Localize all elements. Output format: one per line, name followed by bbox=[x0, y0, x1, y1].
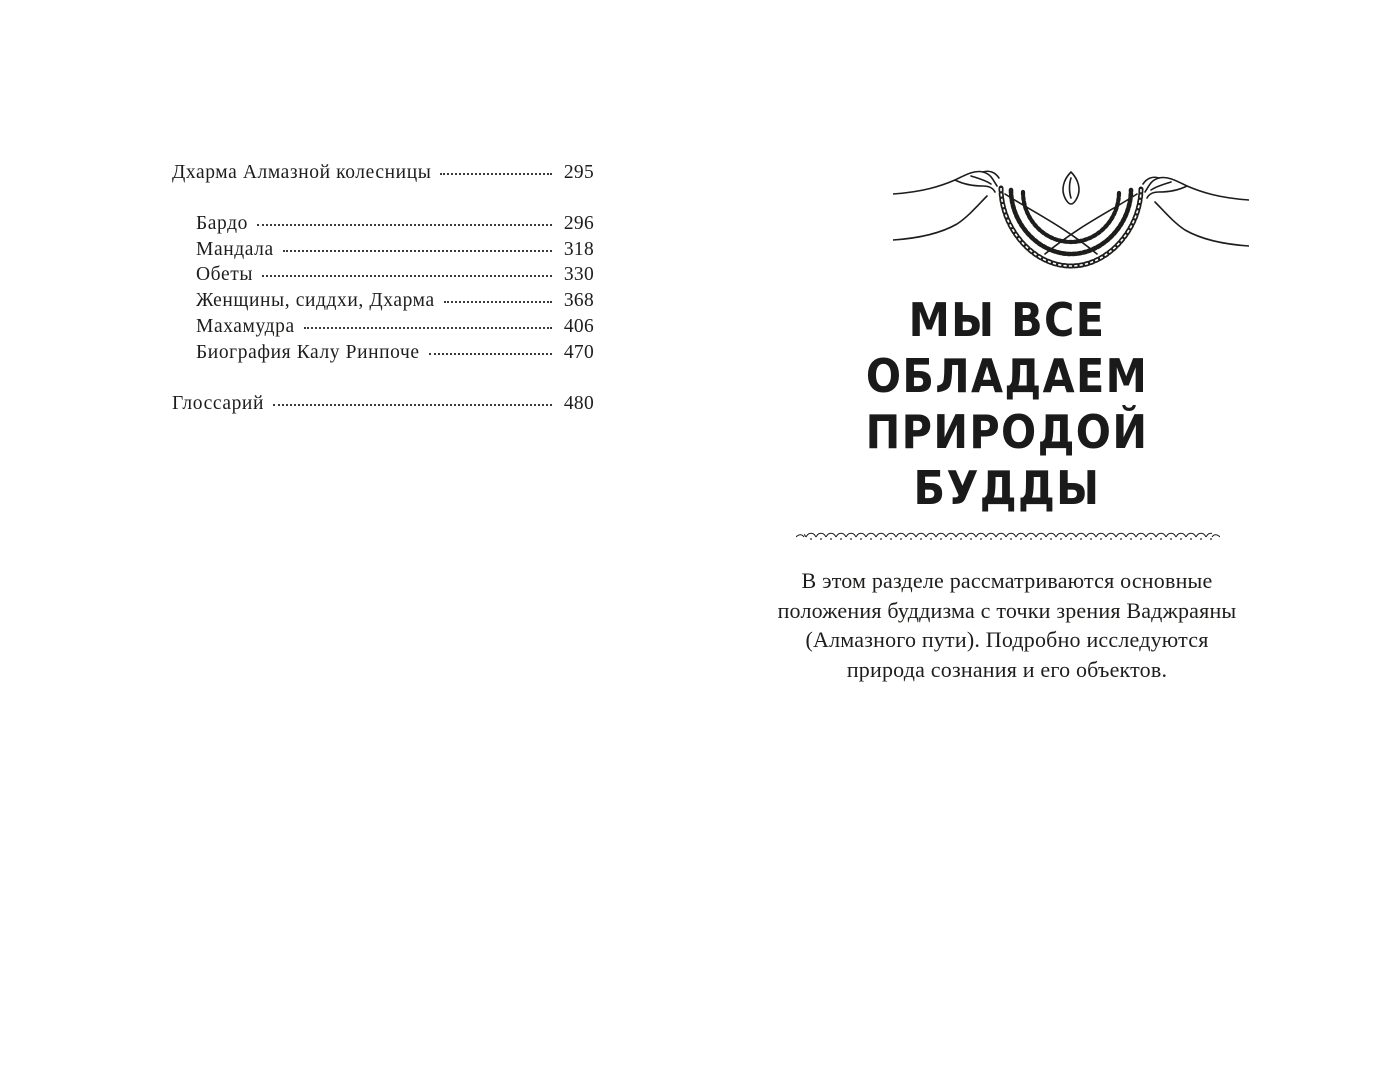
toc-leader-dots bbox=[304, 327, 552, 329]
toc-entry-page: 470 bbox=[563, 341, 594, 363]
toc-entry-page: 296 bbox=[563, 212, 594, 234]
toc-leader-dots bbox=[273, 404, 552, 406]
toc-entry-label: Глоссарий bbox=[172, 392, 264, 414]
toc-entry-label: Мандала bbox=[196, 238, 274, 260]
table-of-contents bbox=[172, 160, 594, 416]
section-title-line-2: ОБЛАДАЕМ bbox=[865, 349, 1149, 403]
toc-entry-label: Обеты bbox=[196, 264, 254, 286]
toc-entry-label: Биография Калу Ринпоче bbox=[196, 341, 420, 363]
section-description: В этом разделе рассматриваются основные положения буддизма с точки зрения Ваджраяны (Алмазного пути). Подробно исследуются природа сознания и его объектов. bbox=[777, 568, 1237, 682]
toc-entry-women-siddhis-dharma[interactable] bbox=[172, 288, 594, 314]
toc-entry-page: 318 bbox=[563, 238, 594, 260]
toc-spacer bbox=[172, 366, 594, 391]
toc-entry-page: 406 bbox=[563, 315, 594, 337]
toc-spacer bbox=[172, 186, 594, 211]
toc-entry-glossary[interactable] bbox=[172, 391, 594, 417]
toc-entry-mandala[interactable] bbox=[172, 237, 594, 263]
toc-entry-label: Дхарма Алмазной колесницы bbox=[172, 162, 432, 183]
toc-entry-page: 295 bbox=[563, 162, 594, 183]
toc-leader-dots bbox=[429, 353, 552, 355]
toc-entry-page: 330 bbox=[563, 264, 594, 286]
section-title-line-3: ПРИРОДОЙ bbox=[865, 405, 1149, 459]
toc-entry-page: 480 bbox=[563, 392, 594, 414]
section-title-line-4: БУДДЫ bbox=[913, 461, 1101, 515]
section-title-line-1: МЫ ВСЕ bbox=[908, 293, 1106, 347]
ornamental-divider-icon bbox=[796, 528, 1220, 544]
toc-entry-label: Бардо bbox=[196, 212, 249, 234]
toc-leader-dots bbox=[440, 173, 552, 175]
toc-leader-dots bbox=[283, 250, 552, 252]
section-title bbox=[821, 292, 1194, 516]
hands-holding-mala-icon bbox=[893, 166, 1249, 274]
toc-entry-label: Махамудра bbox=[196, 315, 295, 337]
toc-leader-dots bbox=[257, 224, 552, 226]
toc-leader-dots bbox=[262, 275, 552, 277]
toc-entry-mahamudra[interactable] bbox=[172, 314, 594, 340]
toc-entry-page: 368 bbox=[563, 290, 594, 312]
toc-entry-vows[interactable] bbox=[172, 262, 594, 288]
toc-entry-bardo[interactable] bbox=[172, 211, 594, 237]
toc-entry-label: Женщины, сиддхи, Дхарма bbox=[196, 290, 435, 312]
toc-entry-vajrayana-dharma[interactable] bbox=[172, 160, 594, 186]
toc-leader-dots bbox=[444, 301, 552, 303]
toc-entry-kalu-rinpoche-biography[interactable] bbox=[172, 340, 594, 366]
